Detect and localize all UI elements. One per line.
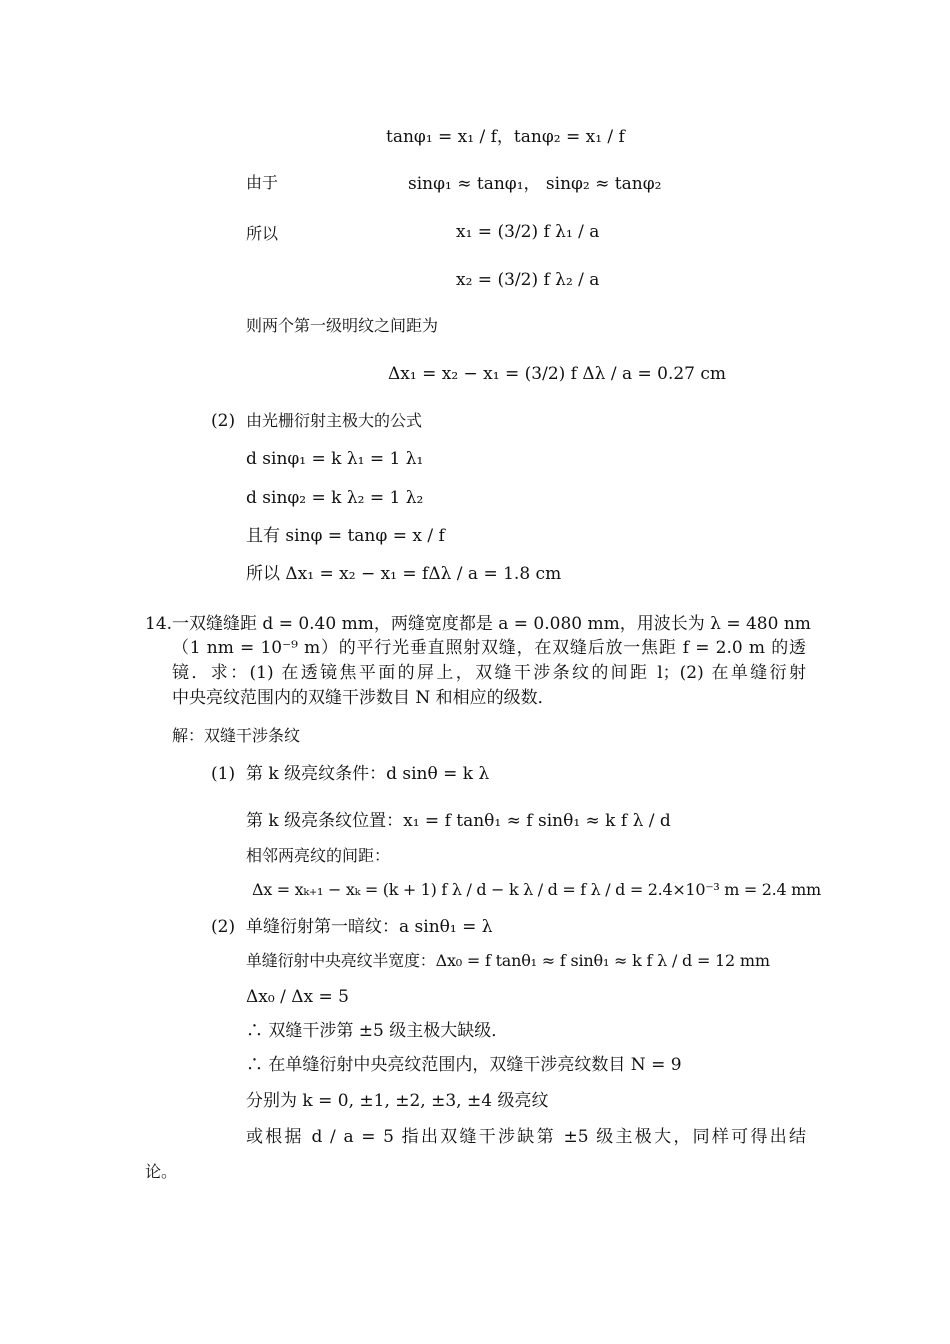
part2-text: 由光栅衍射主极大的公式 <box>246 411 423 430</box>
s2-orders: 分别为 k = 0, ±1, ±2, ±3, ±4 级亮纹 <box>246 1091 549 1111</box>
s2-therefore-1: ∴ 双缝干涉第 ±5 级主极大缺级． <box>246 1021 509 1041</box>
s2-conclusion-end: 论。 <box>145 1162 178 1181</box>
so-label: 所以 <box>246 224 279 243</box>
question-line-2: （1 nm = 10⁻⁹ m）的平行光垂直照射双缝，在双缝后放一焦距 f = 2.0 m 的透 <box>172 638 806 658</box>
question-line-4: 中央亮纹范围内的双缝干涉数目 N 和相应的级数． <box>172 688 555 708</box>
equation-tan-phi: tanφ₁ = x₁ / f，tanφ₂ = x₁ / f <box>386 127 625 147</box>
equation-grating-2: d sinφ₂ = k λ₂ = 1 λ₂ <box>246 488 424 508</box>
s2-therefore-2: ∴ 在单缝衍射中央亮纹范围内，双缝干涉亮纹数目 N = 9 <box>246 1055 682 1075</box>
question-line-3: 镜．求：(1) 在透镜焦平面的屏上，双缝干涉条纹的间距 l；(2) 在单缝衍射 <box>172 663 806 683</box>
question-line-1: 一双缝缝距 d = 0.40 mm，两缝宽度都是 a = 0.080 mm，用波长为 λ = 480 nm <box>172 614 811 634</box>
s2-ratio: Δx₀ / Δx = 5 <box>246 987 349 1007</box>
equation-grating-1: d sinφ₁ = k λ₁ = 1 λ₁ <box>246 449 424 469</box>
equation-sin-approx: sinφ₁ ≈ tanφ₁， sinφ₂ ≈ tanφ₂ <box>408 174 662 194</box>
and-line: 且有 sinφ = tanφ = x / f <box>246 526 445 546</box>
s1-adjacent-label: 相邻两亮纹的间距： <box>246 846 391 865</box>
s2-dark-fringe: 单缝衍射第一暗纹：a sinθ₁ = λ <box>246 917 493 937</box>
equation-delta-x1: Δx₁ = x₂ − x₁ = (3/2) f Δλ / a = 0.27 cm <box>388 364 727 384</box>
s2-label: (2) <box>211 917 236 937</box>
equation-x2: x₂ = (3/2) f λ₂ / a <box>456 270 600 290</box>
result-line: 所以 Δx₁ = x₂ − x₁ = fΔλ / a = 1.8 cm <box>246 564 562 584</box>
since-label: 由于 <box>246 173 279 192</box>
s1-spacing-equation: Δx = xₖ₊₁ − xₖ = (k + 1) f λ / d − k λ / d = f λ / d = 2.4×10⁻³ m = 2.4 mm <box>252 880 821 899</box>
s1-label: (1) <box>211 764 236 784</box>
solution-label: 解：双缝干涉条纹 <box>172 726 301 745</box>
s1-position: 第 k 级亮条纹位置：x₁ = f tanθ₁ ≈ f sinθ₁ ≈ k f λ / d <box>246 811 671 831</box>
question-number: 14. <box>145 614 173 634</box>
part2-label: (2) <box>211 411 236 431</box>
s2-alternative: 或根据 d / a = 5 指出双缝干涉缺第 ±5 级主极大，同样可得出结 <box>246 1127 806 1147</box>
s2-half-width: 单缝衍射中央亮纹半宽度：Δx₀ = f tanθ₁ ≈ f sinθ₁ ≈ k f λ / d = 12 mm <box>246 951 770 970</box>
equation-x1: x₁ = (3/2) f λ₁ / a <box>456 222 600 242</box>
s1-condition: 第 k 级亮纹条件：d sinθ = k λ <box>246 764 490 784</box>
spacing-intro: 则两个第一级明纹之间距为 <box>246 316 439 335</box>
